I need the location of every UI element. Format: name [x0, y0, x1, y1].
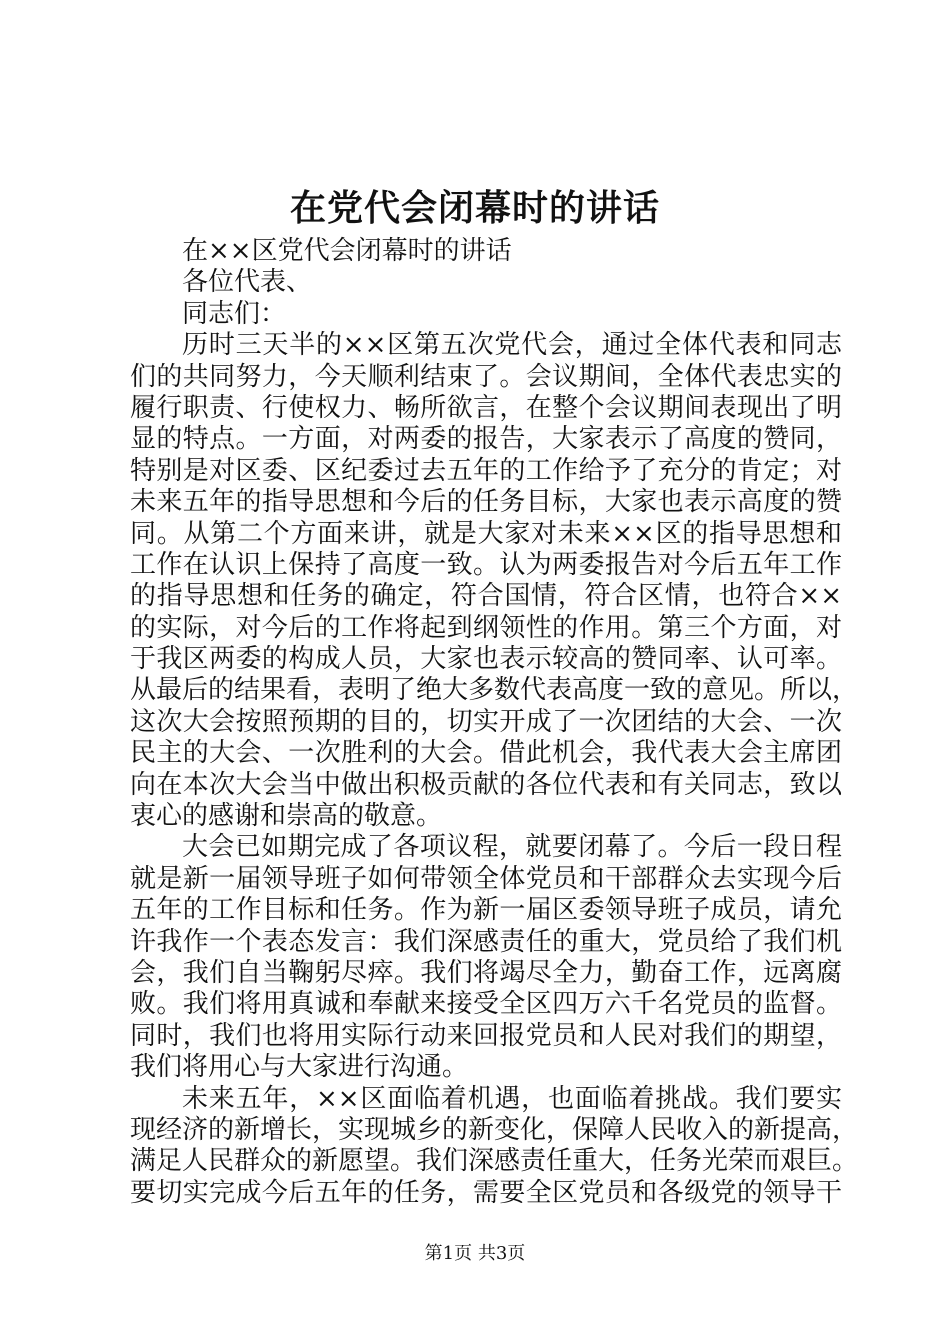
document-body — [130, 236, 859, 1209]
text-line: 于我区两委的构成人员，大家也表示较高的赞同率、认可率。 — [130, 644, 842, 675]
text-line: 同。从第二个方面来讲，就是大家对未来××区的指导思想和 — [130, 518, 842, 549]
text-line: 同时，我们也将用实际行动来回报党员和人民对我们的期望， — [130, 1020, 842, 1051]
text-line: 历时三天半的××区第五次党代会，通过全体代表和同志 — [182, 330, 842, 361]
text-line: 现经济的新增长，实现城乡的新变化，保障人民收入的新提高， — [130, 1114, 859, 1145]
text-line: 就是新一届领导班子如何带领全体党员和干部群众去实现今后 — [130, 863, 842, 894]
text-line: 衷心的感谢和崇高的敬意。 — [130, 801, 443, 832]
text-line: 败。我们将用真诚和奉献来接受全区四万六千名党员的监督。 — [130, 989, 842, 1020]
text-line: 大会已如期完成了各项议程，就要闭幕了。今后一段日程 — [182, 832, 842, 863]
page-footer: 第1页 共3页 — [424, 1243, 526, 1264]
text-line: 们的共同努力，今天顺利结束了。会议期间，全体代表忠实的 — [130, 361, 842, 392]
text-line: 民主的大会、一次胜利的大会。借此机会，我代表大会主席团 — [130, 738, 842, 769]
text-line: 从最后的结果看，表明了绝大多数代表高度一致的意见。所以， — [130, 675, 859, 706]
text-line: 的实际，对今后的工作将起到纲领性的作用。第三个方面，对 — [130, 612, 842, 643]
text-line: 各位代表、 — [182, 267, 313, 298]
text-line: 这次大会按照预期的目的，切实开成了一次团结的大会、一次 — [130, 706, 842, 737]
text-line: 工作在认识上保持了高度一致。认为两委报告对今后五年工作 — [130, 549, 842, 580]
text-line: 我们将用心与大家进行沟通。 — [130, 1052, 469, 1083]
text-line: 五年的工作目标和任务。作为新一届区委领导班子成员，请允 — [130, 895, 842, 926]
text-line: 同志们： — [182, 298, 287, 329]
text-line: 会，我们自当鞠躬尽瘁。我们将竭尽全力，勤奋工作，远离腐 — [130, 957, 842, 988]
text-line: 的指导思想和任务的确定，符合国情，符合区情，也符合×× — [130, 581, 842, 612]
page-title: 在党代会闭幕时的讲话 — [289, 187, 660, 229]
text-line: 未来五年，××区面临着机遇，也面临着挑战。我们要实 — [182, 1083, 842, 1114]
text-line: 特别是对区委、区纪委过去五年的工作给予了充分的肯定；对 — [130, 455, 842, 486]
text-line: 履行职责、行使权力、畅所欲言，在整个会议期间表现出了明 — [130, 392, 842, 423]
text-line: 满足人民群众的新愿望。我们深感责任重大，任务光荣而艰巨。 — [130, 1146, 859, 1177]
text-line: 要切实完成今后五年的任务，需要全区党员和各级党的领导干 — [130, 1177, 842, 1208]
text-line: 在××区党代会闭幕时的讲话 — [182, 236, 512, 266]
text-line: 向在本次大会当中做出积极贡献的各位代表和有关同志，致以 — [130, 769, 842, 800]
text-line: 许我作一个表态发言：我们深感责任的重大，党员给了我们机 — [130, 926, 842, 957]
text-line: 未来五年的指导思想和今后的任务目标，大家也表示高度的赞 — [130, 487, 842, 518]
text-line: 显的特点。一方面，对两委的报告，大家表示了高度的赞同， — [130, 424, 842, 455]
